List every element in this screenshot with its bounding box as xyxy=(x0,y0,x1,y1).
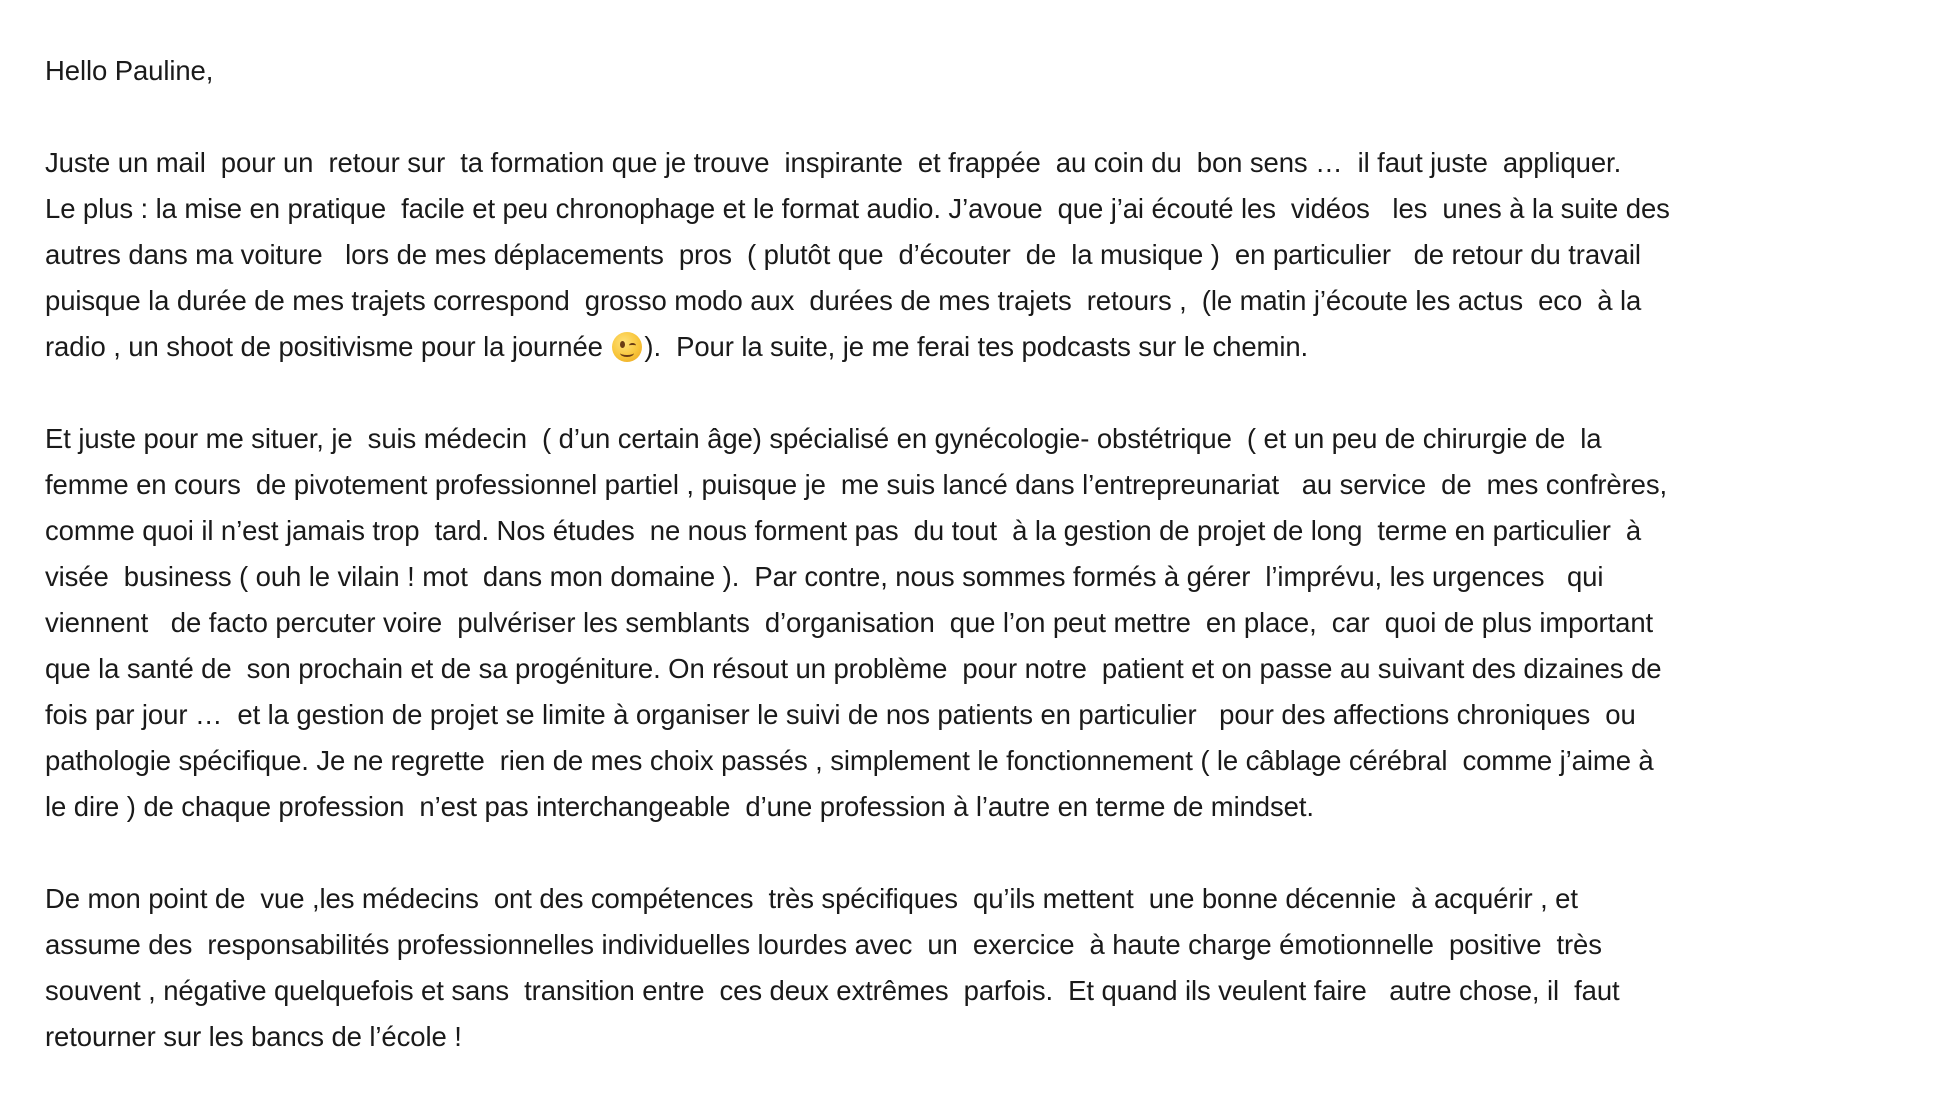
text-line: Juste un mail pour un retour sur ta formation que je trouve inspirante et frappée au coin du bon sens … il faut juste appliquer. xyxy=(45,147,1622,178)
text-line: assume des responsabilités professionnelles individuelles lourdes avec un exercice à haute charge émotionnelle positive très xyxy=(45,929,1602,960)
text-line: pathologie spécifique. Je ne regrette rien de mes choix passés , simplement le fonctionnement ( le câblage cérébral comme j’aime à xyxy=(45,745,1654,776)
email-body xyxy=(45,48,1925,1060)
text-segment: radio , un shoot de positivisme pour la journée xyxy=(45,331,611,362)
text-line: le dire ) de chaque profession n’est pas interchangeable d’une profession à l’autre en terme de mindset. xyxy=(45,791,1314,822)
greeting: Hello Pauline, xyxy=(45,55,214,86)
text-line: fois par jour … et la gestion de projet se limite à organiser le suivi de nos patients en particulier pour des affections chroniques ou xyxy=(45,699,1636,730)
winking-face-icon xyxy=(612,332,642,362)
text-line: femme en cours de pivotement professionnel partiel , puisque je me suis lancé dans l’entrepreunariat au service de mes confrères, xyxy=(45,469,1668,500)
paragraph-spacer xyxy=(45,94,1925,140)
text-line: que la santé de son prochain et de sa progéniture. On résout un problème pour notre patient et on passe au suivant des dizaines de xyxy=(45,653,1662,684)
text-line-with-emoji xyxy=(45,324,1925,370)
text-segment: ). Pour la suite, je me ferai tes podcasts sur le chemin. xyxy=(644,331,1309,362)
paragraph-spacer xyxy=(45,830,1925,876)
paragraph-spacer xyxy=(45,370,1925,416)
text-line: viennent de facto percuter voire pulvériser les semblants d’organisation que l’on peut mettre en place, car quoi de plus important xyxy=(45,607,1654,638)
paragraph-1 xyxy=(45,140,1925,370)
text-line: Et juste pour me situer, je suis médecin ( d’un certain âge) spécialisé en gynécologie- obstétrique ( et un peu de chirurgie de la xyxy=(45,423,1602,454)
text-line: Le plus : la mise en pratique facile et peu chronophage et le format audio. J’avoue que j’ai écouté les vidéos les unes à la suite des xyxy=(45,193,1670,224)
text-line: comme quoi il n’est jamais trop tard. Nos études ne nous forment pas du tout à la gestion de projet de long terme en particulier à xyxy=(45,515,1642,546)
text-line: puisque la durée de mes trajets correspond grosso modo aux durées de mes trajets retours , (le matin j’écoute les actus eco à la xyxy=(45,285,1642,316)
text-line: souvent , négative quelquefois et sans transition entre ces deux extrêmes parfois. Et quand ils veulent faire autre chose, il faut xyxy=(45,975,1620,1006)
paragraph-3 xyxy=(45,876,1925,1060)
paragraph-2 xyxy=(45,416,1925,830)
text-line: retourner sur les bancs de l’école ! xyxy=(45,1021,462,1052)
text-line: autres dans ma voiture lors de mes déplacements pros ( plutôt que d’écouter de la musique ) en particulier de retour du travail xyxy=(45,239,1641,270)
text-line: visée business ( ouh le vilain ! mot dans mon domaine ). Par contre, nous sommes formés à gérer l’imprévu, les urgences qui xyxy=(45,561,1604,592)
text-line: De mon point de vue ,les médecins ont des compétences très spécifiques qu’ils mettent une bonne décennie à acquérir , et xyxy=(45,883,1578,914)
